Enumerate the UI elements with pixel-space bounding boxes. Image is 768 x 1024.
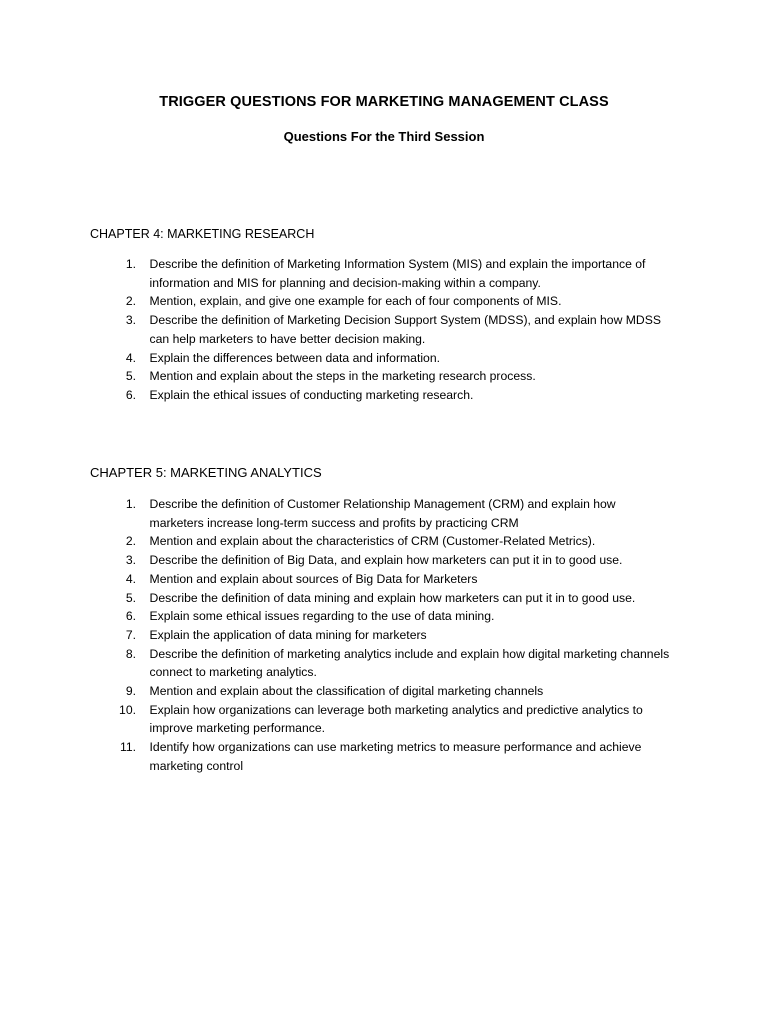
question-number: 1.	[125, 257, 136, 271]
chapter-heading: CHAPTER 4: MARKETING RESEARCH	[90, 227, 315, 241]
question-text: Describe the definition of Big Data, and explain how marketers can put it in to good use.	[149, 553, 623, 568]
question-item	[90, 292, 670, 311]
question-item	[90, 626, 670, 645]
question-number: 3.	[125, 313, 136, 328]
question-item	[90, 589, 670, 608]
question-text: Explain the differences between data and information.	[149, 350, 440, 365]
question-text: Describe the definition of marketing analytics include and explain how digital marketing channels connect to marketing analytics.	[149, 646, 670, 680]
question-item	[90, 532, 670, 551]
document-subtitle: Questions For the Third Session	[283, 129, 485, 144]
question-number: 6.	[125, 387, 136, 402]
question-number: 7.	[125, 627, 136, 642]
question-number: 4.	[125, 571, 136, 586]
question-number: 3.	[125, 553, 136, 568]
question-number: 11.	[119, 740, 136, 755]
chapter-5-section	[90, 465, 670, 776]
question-number: 5.	[125, 590, 136, 605]
question-text: Mention and explain about the classification of digital marketing channels	[149, 684, 544, 699]
question-item	[90, 551, 670, 570]
question-number: 2.	[125, 294, 136, 309]
question-item	[90, 645, 670, 682]
question-number: 4.	[125, 350, 136, 365]
question-text: Explain the ethical issues of conducting marketing research.	[149, 387, 474, 402]
question-list	[90, 255, 670, 405]
question-number: 1.	[125, 497, 136, 511]
question-text: Explain how organizations can leverage both marketing analytics and predictive analytics to improve marketing performance.	[149, 702, 643, 736]
question-item	[90, 607, 670, 626]
question-text: Describe the definition of Customer Relationship Management (CRM) and explain how marketers increase long-term success and profits by practicing CRM	[149, 497, 616, 530]
question-item	[90, 255, 670, 292]
question-number: 9.	[125, 684, 136, 699]
question-item	[90, 738, 670, 775]
question-text: Describe the definition of data mining and explain how marketers can put it in to good use.	[149, 590, 636, 605]
chapter-heading: CHAPTER 5: MARKETING ANALYTICS	[90, 465, 322, 480]
question-list	[90, 495, 670, 776]
question-text: Describe the definition of Marketing Decision Support System (MDSS), and explain how MDSS can help marketers to have better decision making.	[149, 313, 661, 346]
question-item	[90, 701, 670, 738]
question-number: 6.	[125, 609, 136, 624]
document-title: TRIGGER QUESTIONS FOR MARKETING MANAGEMENT CLASS	[159, 94, 609, 110]
question-item	[90, 495, 670, 532]
question-item	[90, 311, 670, 348]
question-item	[90, 349, 670, 368]
question-item	[90, 367, 670, 386]
question-text: Mention and explain about the characteristics of CRM (Customer-Related Metrics).	[149, 534, 596, 549]
question-number: 2.	[125, 534, 136, 549]
question-text: Describe the definition of Marketing Information System (MIS) and explain the importance of information and MIS for planning and decision-making within a company.	[149, 257, 646, 290]
question-number: 5.	[125, 369, 136, 384]
question-text: Mention and explain about the steps in the marketing research process.	[149, 369, 536, 384]
question-item	[90, 682, 670, 701]
question-text: Mention, explain, and give one example for each of four components of MIS.	[149, 294, 562, 309]
question-item	[90, 386, 670, 405]
question-item	[90, 570, 670, 589]
question-text: Identify how organizations can use marketing metrics to measure performance and achieve marketing control	[149, 740, 642, 773]
question-text: Explain some ethical issues regarding to the use of data mining.	[149, 609, 495, 624]
chapter-4-section	[90, 227, 670, 405]
question-text: Mention and explain about sources of Big Data for Marketers	[149, 571, 478, 586]
question-number: 10.	[119, 702, 136, 717]
question-number: 8.	[125, 646, 136, 661]
question-text: Explain the application of data mining for marketers	[149, 627, 427, 642]
